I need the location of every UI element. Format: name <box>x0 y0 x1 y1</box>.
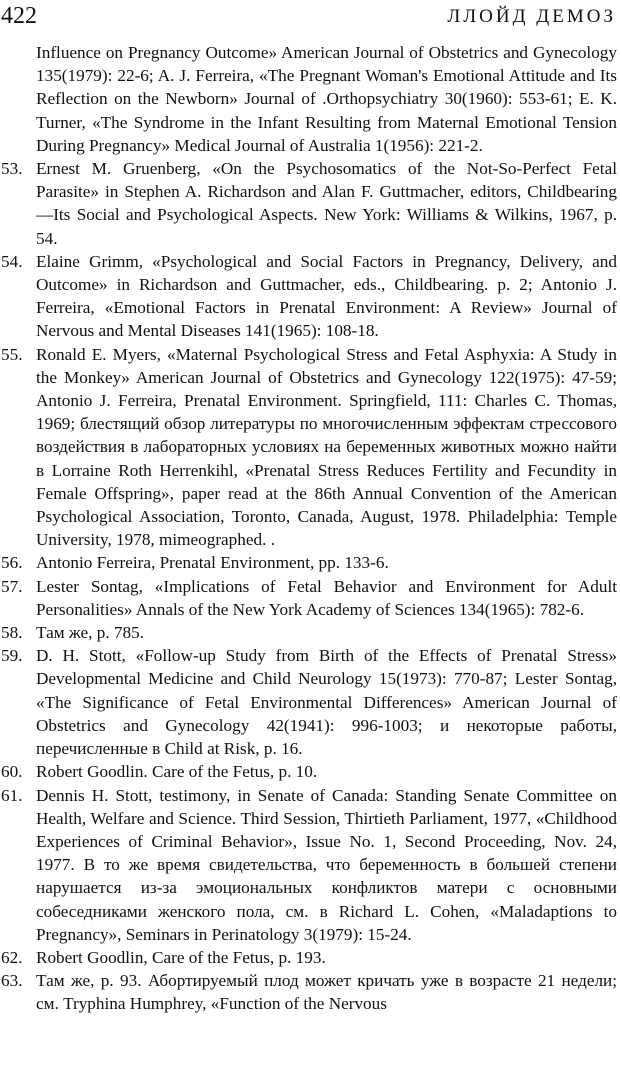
note-text: Ernest M. Gruenberg, «On the Psychosomatics of the Not-So-Perfect Fetal Parasite» in Stephen A. Richardson and Alan F. Guttmacher, editors, Childbearing—Its Social and Psychological Aspects. New York: Williams & Wilkins, 1967, p. 54. <box>36 159 617 248</box>
note-number: 61. <box>1 785 23 805</box>
page-header <box>0 0 620 34</box>
note-62 <box>0 946 620 969</box>
note-text: Там же, p. 93. Абортируемый плод может кричать уже в возрасте 21 недели; см. Tryphina Humphrey, «Function of the Nervous <box>36 971 617 1014</box>
note-text: Там же, p. 785. <box>36 623 145 643</box>
note-number: 60. <box>1 762 23 782</box>
note-63 <box>0 969 620 1015</box>
note-61 <box>0 784 620 946</box>
note-number: 58. <box>1 623 23 643</box>
running-title: ЛЛОЙД ДЕМОЗ <box>447 6 616 27</box>
note-number: 57. <box>1 576 23 596</box>
note-number: 59. <box>1 646 23 666</box>
note-55 <box>0 343 620 552</box>
note-text: Influence on Pregnancy Outcome» American Journal of Obstetrics and Gynecology 135(1979): 22-6; A. J. Ferreira, «The Pregnant Woman's Emotional Attitude and Its Reflection on the Newborn» Journal of .Orthopsychiatry 30(1960): 553-61; E. K. Turner, «The Syndrome in the Infant Resulting from Maternal Emotional Tension During Pregnancy» Medical Journal of Australia 1(1956): 221-2. <box>36 43 617 155</box>
note-text: Robert Goodlin. Care of the Fetus, p. 10. <box>36 762 318 782</box>
note-54 <box>0 250 620 343</box>
note-53 <box>0 157 620 250</box>
endnotes-list <box>0 41 620 1016</box>
note-number: 62. <box>1 947 23 967</box>
note-number: 54. <box>1 251 23 271</box>
note-57 <box>0 575 620 621</box>
note-59 <box>0 644 620 760</box>
note-text: D. H. Stott, «Follow-up Study from Birth of the Effects of Prenatal Stress» Developmental Medicine and Child Neurology 15(1973): 770-87; Lester Sontag, «The Significance of Fetal Environmental Differences» American Journal of Obstetrics and Gynecology 42(1941): 996-1003; и некоторые работы, перечисленные в Child at Risk, p. 16. <box>36 646 617 759</box>
note-60 <box>0 760 620 783</box>
note-number: 55. <box>1 344 23 364</box>
note-text: Ronald E. Myers, «Maternal Psychological Stress and Fetal Asphyxia: A Study in the Monkey» American Journal of Obstetrics and Gynecology 122(1975): 47-59; Antonio J. Ferreira, Prenatal Environment. Springfield, 111: Charles C. Thomas, 1969; блестящий обзор литературы по многочисленным эффектам стрессового воздействия в лабораторных условиях на беременных животных можно найти в Lorraine Roth Herrenkihl, «Prenatal Stress Reduces Fertility and Fecundity in Female Offspring», paper read at the 86th Annual Convention of the American Psychological Association, Toronto, Canada, August, 1978. Philadelphia: Temple University, 1978, mimeographed. . <box>36 344 617 550</box>
note-text: Antonio Ferreira, Prenatal Environment, pp. 133-6. <box>36 553 389 573</box>
note-number: 56. <box>1 553 23 573</box>
note-58 <box>0 621 620 644</box>
note-56 <box>0 551 620 574</box>
note-text: Robert Goodlin, Care of the Fetus, p. 193. <box>36 947 326 967</box>
note-number: 63. <box>1 971 23 991</box>
note-number: 53. <box>1 159 23 179</box>
note-continuation <box>0 41 620 157</box>
note-text: Dennis H. Stott, testimony, in Senate of Canada: Standing Senate Committee on Health, Welfare and Science. Third Session, Thirtieth Parliament, 1977, «Childhood Experiences of Criminal Behavior», Issue No. 1, Second Proceeding, Nov. 24, 1977. В то же время свидетельства, что беременность в большей степени нарушается из-за эмоциональных конфликтов матери с основными собеседниками женского пола, см. в Richard L. Cohen, «Maladaptions to Pregnancy», Seminars in Perinatology 3(1979): 15-24. <box>36 785 617 944</box>
note-text: Lester Sontag, «Implications of Fetal Behavior and Environment for Adult Personalities» Annals of the New York Academy of Sciences 134(1965): 782-6. <box>36 576 617 619</box>
note-text: Elaine Grimm, «Psychological and Social Factors in Pregnancy, Delivery, and Outcome» in Richardson and Guttmacher, eds., Childbearing. p. 2; Antonio J. Ferreira, «Emotional Factors in Prenatal Environment: A Review» Journal of Nervous and Mental Diseases 141(1965): 108-18. <box>36 251 617 341</box>
page-number: 422 <box>1 3 37 29</box>
